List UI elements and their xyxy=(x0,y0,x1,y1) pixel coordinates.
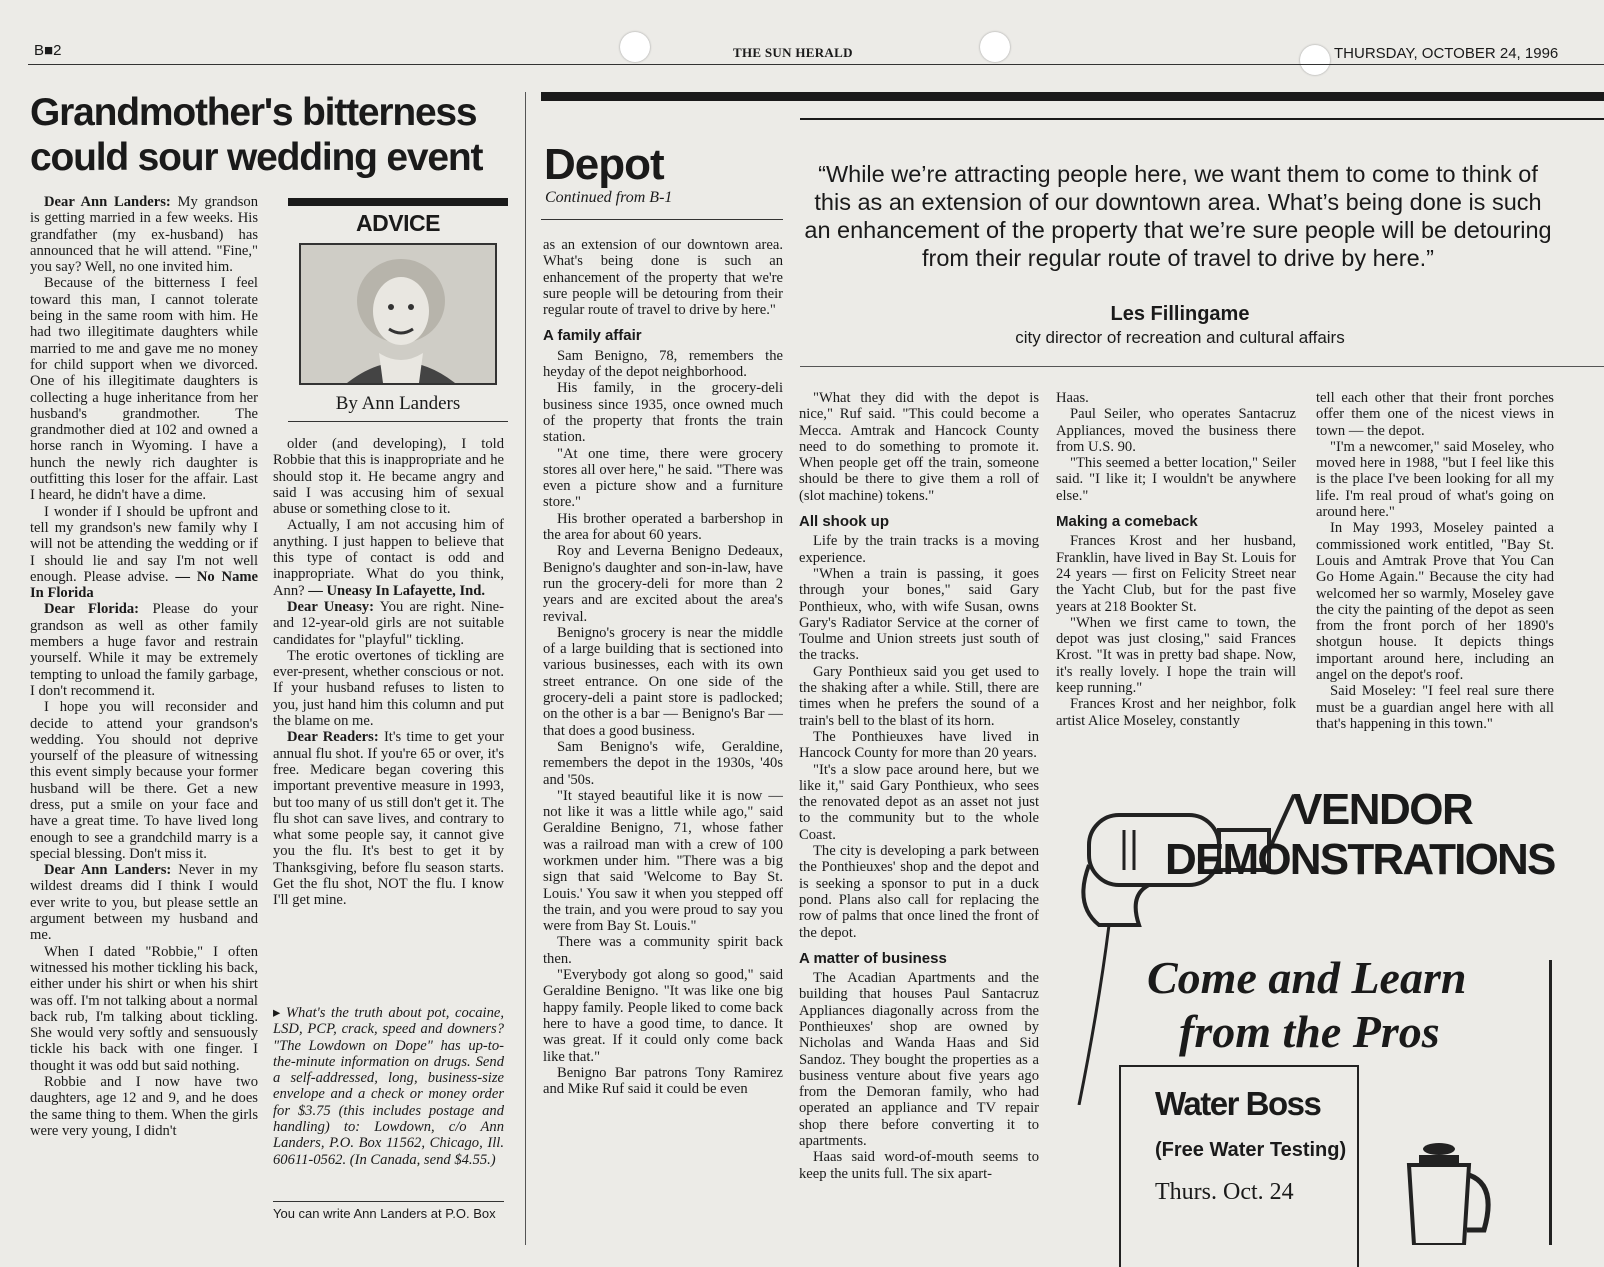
paragraph: Benigno's grocery is near the middle of a large building that is sectioned into various businesses, each with its own street entrance. On one side of the grocery-deli a paint store is padlocked; on the other is a bar — Benigno's Bar — that does a good business. xyxy=(543,624,783,739)
paragraph: Actually, I am not accusing him of anything. I just happen to believe that this type of contact is odd and inappropriate. What do you think, Ann? — Uneasy In Lafayette, Ind. xyxy=(273,517,504,599)
paragraph: Dear Florida: Please do your grandson as well as other family members a huge favor and restrain yourself. While it may be extremely tempting to unload the family garbage, I don't recommend it. xyxy=(30,601,258,699)
paragraph: "What they did with the depot is nice," Ruf said. "This could become a Mecca. Amtrak and Hancock County need to do something to promote it. When people get off the train, someone should be there to give them a roll of (slot machine) tokens." xyxy=(799,390,1039,504)
paragraph: tell each other that their front porches offer them one of the nicest views in town — the depot. xyxy=(1316,390,1554,439)
paragraph: The city is developing a park between the Ponthieuxes' shop and the depot and is seeking a sponsor to put in a duck pond. Plans also call for replacing the row of palms that once lined the front of the depot. xyxy=(799,843,1039,941)
ad-tagline-1: Come and Learn xyxy=(1147,952,1467,1003)
headline-line-1: Grandmother's bitterness xyxy=(30,91,477,134)
paragraph: Life by the train tracks is a moving experience. xyxy=(799,533,1039,566)
quote-attribution-title: city director of recreation and cultural affairs xyxy=(1015,328,1345,347)
ad-title-1: VENDOR xyxy=(1293,785,1473,834)
paragraph: Because of the bitterness I feel toward this man, I cannot tolerate being in the same room with him. He had two illegitimate daughters while married to me and gave me no money for child support when we divorced. One of his illegitimate daughters is collecting a huge inheritance from her husband's grandmother. The grandmother died at 102 and owned a horse ranch in Wyoming. I have a hunch the newly rich daughter is outfitting this loser for the affair. Last I heard, he didn't have a dime. xyxy=(30,275,258,504)
vendor-date: Thurs. Oct. 24 xyxy=(1155,1179,1294,1205)
depot-continued: Continued from B-1 xyxy=(545,189,673,206)
paragraph: "It stayed beautiful like it is now — not like it was a little while ago," said Geraldine Benigno, 71, whose father was a railroad man with a crew of 100 workmen under him. "There was a big sign that said 'Welcome to Bay St. Louis.' You saw it when you stepped off the train, and you were proud to say you were from Bay St. Louis." xyxy=(543,787,783,935)
advice-headline xyxy=(30,90,520,180)
paragraph: Dear Readers: It's time to get your annual flu shot. If you're 65 or over, it's free. Medicare began covering this important preventive measure in 1993, but too many of us still don't get it. The flu shot can save lives, and contrary to what some people say, it cannot give you the flu. It's best to get it by Thanksgiving, before flu season starts. Get the flu shot, NOT the flu. I know I'll get mine. xyxy=(273,729,504,909)
water-pitcher-icon xyxy=(1389,1135,1499,1245)
advice-footer-note: You can write Ann Landers at P.O. Box xyxy=(273,1206,496,1221)
depot-headline: Depot xyxy=(544,140,664,189)
paragraph: Sam Benigno, 78, remembers the heyday of the depot neighborhood. xyxy=(543,347,783,381)
paper-name: THE SUN HERALD xyxy=(733,45,853,60)
headline-line-2: could sour wedding event xyxy=(30,136,483,179)
depot-column-4 xyxy=(1316,390,1554,732)
advice-rule-bottom xyxy=(288,421,508,422)
advice-column-1 xyxy=(30,194,258,1245)
advice-column-2 xyxy=(273,436,504,909)
paragraph: Haas said word-of-mouth seems to keep the units full. The six apart- xyxy=(799,1149,1039,1182)
paragraph: Said Moseley: "I feel real sure there must be a guardian angel here with all that's happening in this town." xyxy=(1316,683,1554,732)
advice-promo: ▸ What's the truth about pot, cocaine, LSD, PCP, crack, speed and downers? "The Lowdown on Dope" has up-to-the-minute information on drugs. Send a self-addressed, long, business-size envelope and a check or money order for $3.75 (this includes postage and handling) to: Lowdown, c/o Ann Landers, P.O. Box 11562, Chicago, Ill. 60611-0562. (In Canada, send $4.55.) xyxy=(273,1005,504,1168)
vendor-name: Water Boss xyxy=(1155,1085,1321,1122)
portrait-icon xyxy=(301,245,495,383)
punch-hole xyxy=(980,32,1010,62)
paragraph: "Everybody got along so good," said Geraldine Benigno. "It was like one big happy family. People liked to come back here to have a good time, to dance. It was great. If it could only come back like that." xyxy=(543,967,783,1065)
author-byline: By Ann Landers xyxy=(335,393,461,414)
vendor-ad xyxy=(1083,765,1604,1245)
paragraph: The Acadian Apartments and the building that houses Paul Santacruz Appliances diagonally across from the Ponthieuxes' shop are owned by Nicholas and Wanda Haas and Sid Sandoz. They bought the properties as a business venture about five years ago from the Demoran family, who had operated an appliance and TV repair shop there before converting it to apartments. xyxy=(799,970,1039,1150)
paragraph: older (and developing), I told Robbie that this is inappropriate and he should stop it. He became angry and said I was accusing him of sexual abuse or something close to it. xyxy=(273,436,504,518)
issue-date: THURSDAY, OCTOBER 24, 1996 xyxy=(1334,45,1559,62)
paragraph: Benigno Bar patrons Tony Ramirez and Mike Ruf said it could be even xyxy=(543,1064,783,1098)
depot-top-rule xyxy=(541,92,1604,101)
punch-hole xyxy=(620,32,650,62)
paragraph: Paul Seiler, who operates Santacruz Appliances, moved the business there from U.S. 90. xyxy=(1056,406,1296,455)
paragraph: "This seemed a better location," Seiler said. "I like it; I wouldn't be anywhere else." xyxy=(1056,455,1296,504)
subheading: All shook up xyxy=(799,513,889,531)
page-number: B■2 xyxy=(34,42,62,59)
paragraph: "When we first came to town, the depot was just closing," said Frances Krost. "It was in pretty bad shape. Now, it's really lovely. I hope the train will keep running." xyxy=(1056,614,1296,697)
quote-attribution-name: Les Fillingame xyxy=(1110,303,1250,325)
paragraph: Frances Krost and her husband, Franklin, have lived in Bay St. Louis for 24 years — first on Felicity Street near the Yacht Club, but for the past five years at 218 Bookter St. xyxy=(1056,533,1296,615)
paragraph: Sam Benigno's wife, Geraldine, remembers the depot in the 1930s, '40s and '50s. xyxy=(543,738,783,788)
paragraph: as an extension of our downtown area. What's being done is such an enhancement of the property that we're sure people will be detouring from their regular route of travel to drive by here." xyxy=(543,237,783,319)
depot-column-2 xyxy=(799,390,1039,1245)
pull-quote: “While we’re attracting people here, we want them to come to think of this as an extension of our downtown area. What’s being done is such an enhancement of the property that we’re sure people will be detouring from their regular route of travel to drive by here.” xyxy=(804,161,1552,271)
header-rule xyxy=(28,64,1604,65)
quote-rule xyxy=(800,366,1604,367)
depot-headline-rule xyxy=(541,219,783,220)
paragraph: Gary Ponthieux said you get used to the shaking after a while. Still, there are times when he prefers the sound of a train's bell to the blast of its horn. xyxy=(799,663,1039,729)
advice-rule-top xyxy=(288,198,508,206)
paragraph: Frances Krost and her neighbor, folk artist Alice Moseley, constantly xyxy=(1056,696,1296,729)
paragraph: Roy and Leverna Benigno Dedeaux, Benigno's daughter and son-in-law, have run the grocery-deli for more than 2 years and are excited about the area's revival. xyxy=(543,543,783,625)
paragraph: I wonder if I should be upfront and tell my grandson's new family why I will not be attending the wedding or if I should lie and say I'm not well enough. Please advise. — No Name In Florida xyxy=(30,503,258,602)
punch-hole xyxy=(1300,45,1330,75)
depot-column-3 xyxy=(1056,390,1296,729)
column-divider xyxy=(525,92,526,1245)
advice-box xyxy=(288,198,508,424)
author-photo xyxy=(299,243,497,385)
paragraph: Dear Uneasy: You are right. Nine- and 12-year-old girls are not suitable candidates for "playful" tickling. xyxy=(273,598,504,648)
ad-title-2: DEMONSTRATIONS xyxy=(1165,835,1555,884)
paragraph: Dear Ann Landers: My grandson is getting married in a few weeks. His grandfather (my ex-husband) has announced that he will attend. "Fine," you say? Well, no one invited him. xyxy=(30,194,258,276)
subheading: Making a comeback xyxy=(1056,513,1198,531)
paragraph: Dear Ann Landers: Never in my wildest dreams did I think I would ever write to you, but please settle an argument between my husband and me. xyxy=(30,862,258,944)
ad-border-right xyxy=(1549,960,1552,1245)
paragraph: "I'm a newcomer," said Moseley, who moved here in 1988, "but I feel like this is the place I've been looking for all my life. I'm real proud of what's going on around here." xyxy=(1316,438,1554,521)
depot-top-rule-thin xyxy=(800,118,1604,120)
subheading: A matter of business xyxy=(799,949,947,967)
advice-footer-rule xyxy=(273,1201,504,1202)
paragraph: Robbie and I now have two daughters, age 12 and 9, and he does the same thing to them. When the girls were very young, I didn't xyxy=(30,1074,258,1139)
paragraph: There was a community spirit back then. xyxy=(543,934,783,967)
paragraph: "At one time, there were grocery stores all over here," he said. "There was even a picture show and a furniture store." xyxy=(543,445,783,511)
ad-tagline-2: from the Pros xyxy=(1179,1006,1440,1057)
paragraph: The erotic overtones of tickling are ever-present, whether conscious or not. If your husband refuses to listen to you, just hand him this column and put the blame on me. xyxy=(273,647,504,730)
advice-label: ADVICE xyxy=(356,210,440,236)
paragraph: The Ponthieuxes have lived in Hancock County for more than 20 years. xyxy=(799,728,1039,762)
paragraph: I hope you will reconsider and decide to attend your grandson's wedding. You should not deprive yourself of the pleasure of witnessing this event simply because your former husband will be there. Get a new dress, put a smile on your face and have a great time. To have lived long enough to see a grandchild marry is a special blessing. Don't miss it. xyxy=(30,699,258,862)
paragraph: "It's a slow pace around here, but we like it," said Gary Ponthieux, who sees the renovated depot as an asset not just to the community but to the whole Coast. xyxy=(799,761,1039,843)
depot-column-1 xyxy=(543,237,783,1245)
paragraph: Haas. xyxy=(1056,390,1089,406)
paragraph: When I dated "Robbie," I often witnessed his mother tickling his back, either under his shirt or when his shirt was off. I'm not talking about a normal back rub, I'm talking about tickling. She would very softly and sensuously tickle his back with one finger. I thought it was odd but said nothing. xyxy=(30,943,258,1074)
ad-vendor-box xyxy=(1119,1065,1359,1267)
paragraph: "When a train is passing, it goes through your bones," said Gary Ponthieux, who, with wife Susan, owns Gary's Radiator Service at the corner of Toulme and Union streets just south of the tracks. xyxy=(799,565,1039,664)
paragraph: In May 1993, Moseley painted a commissioned work entitled, "Bay St. Louis and Amtrak Prove that You Can Go Home Again." Because the city had welcomed her so warmly, Moseley gave the city the painting of the depot as seen from the front porch of her 1890's shotgun house. It depicts things important around here, including an angel on the depot's roof. xyxy=(1316,520,1554,684)
vendor-note: (Free Water Testing) xyxy=(1155,1139,1347,1161)
paragraph: His family, in the grocery-deli business since 1935, once owned much of the property that fronts the train station. xyxy=(543,380,783,446)
subheading: A family affair xyxy=(543,327,642,345)
paragraph: His brother operated a barbershop in the area for about 60 years. xyxy=(543,510,783,544)
